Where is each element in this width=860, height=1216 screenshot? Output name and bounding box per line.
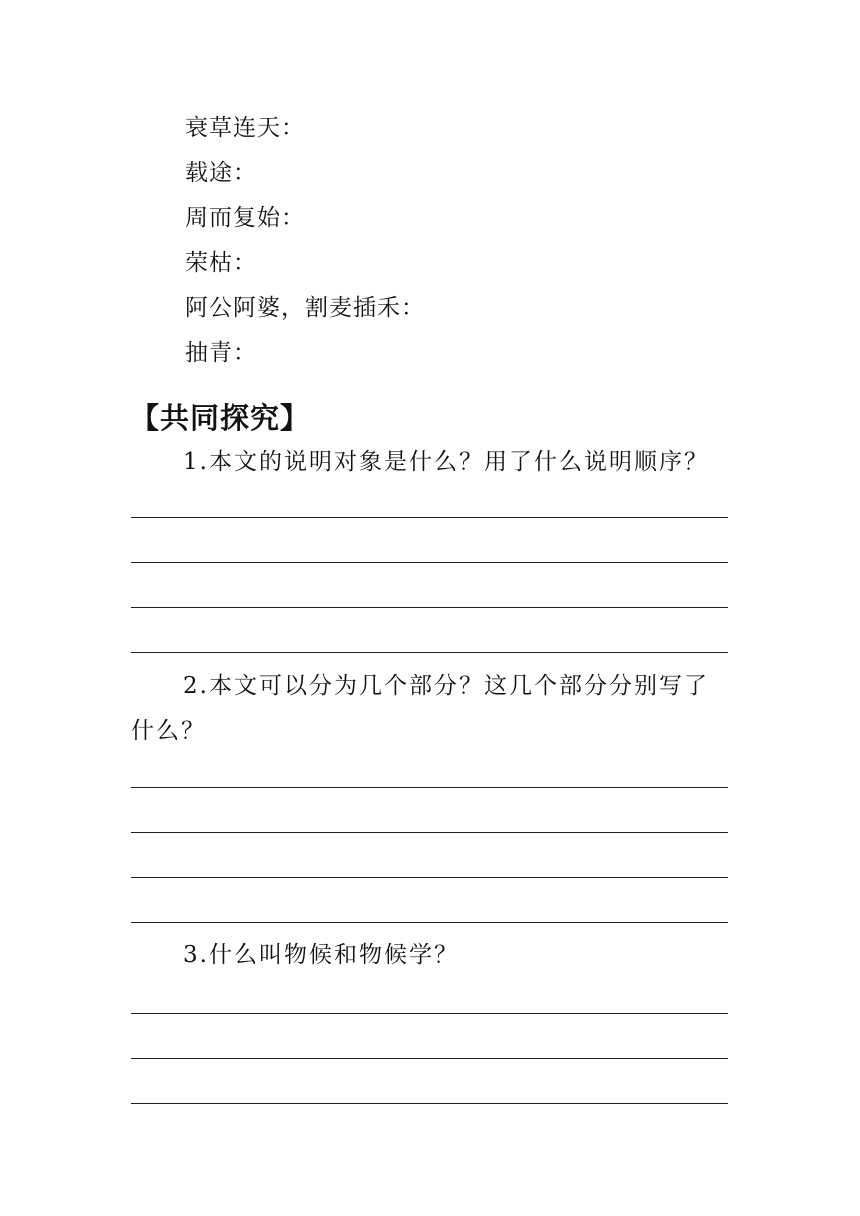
- answer-line[interactable]: [131, 1058, 728, 1059]
- answer-line[interactable]: [131, 877, 728, 878]
- answer-line[interactable]: [131, 1013, 728, 1014]
- vocab-item: 载途：: [185, 160, 257, 186]
- answer-line[interactable]: [131, 832, 728, 833]
- vocab-item: 衰草连天：: [185, 115, 305, 141]
- answer-line[interactable]: [131, 652, 728, 653]
- answer-line[interactable]: [131, 517, 728, 518]
- question-1: 1.本文的说明对象是什么？用了什么说明顺序？: [183, 449, 709, 475]
- vocab-item: 抽青：: [185, 340, 257, 366]
- vocab-item: 阿公阿婆，割麦插禾：: [185, 295, 425, 321]
- answer-line[interactable]: [131, 922, 728, 923]
- answer-line[interactable]: [131, 1103, 728, 1104]
- answer-line[interactable]: [131, 562, 728, 563]
- section-heading: 【共同探究】: [130, 401, 311, 435]
- vocab-item: 周而复始：: [185, 205, 305, 231]
- vocab-item: 荣枯：: [185, 250, 257, 276]
- question-3: 3.什么叫物候和物候学？: [183, 942, 459, 968]
- answer-line[interactable]: [131, 607, 728, 608]
- question-2: 2.本文可以分为几个部分？这几个部分分别写了: [183, 673, 709, 699]
- question-2-continuation: 什么？: [131, 718, 206, 744]
- answer-line[interactable]: [131, 787, 728, 788]
